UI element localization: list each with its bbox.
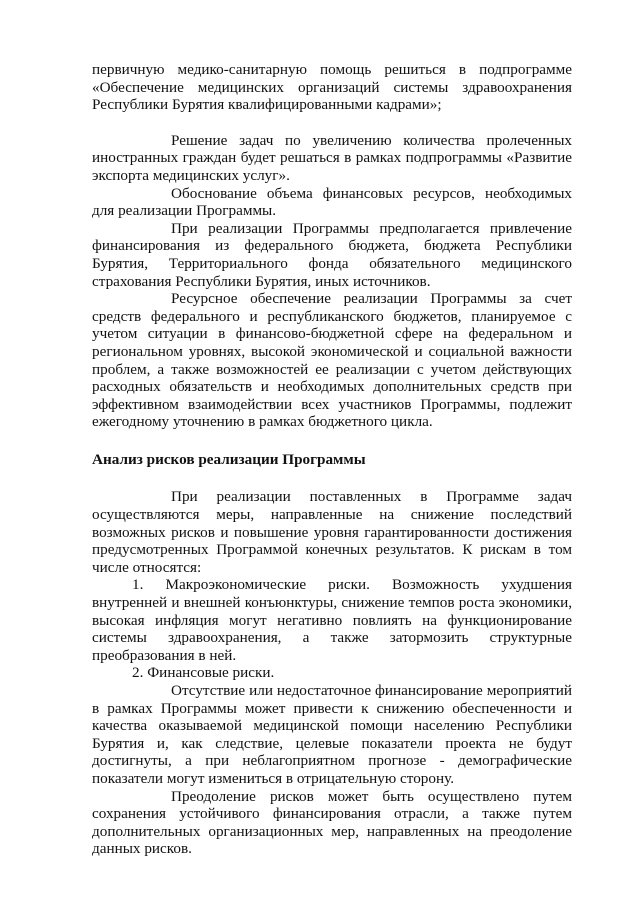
section-heading-risk-analysis: Анализ рисков реализации Программы <box>92 450 366 468</box>
paragraph-export-services: Решение задач по увеличению количества пролеченных иностранных граждан будет решаться в рамках подпрограммы «Развитие экспорта медицинских услуг». <box>92 131 572 184</box>
paragraph-continuation: первичную медико-санитарную помощь решиться в подпрограмме «Обеспечение медицинских организаций системы здравоохранения Республики Бурятия квалифицированными кадрами»; <box>92 61 572 114</box>
paragraph-financing-sources: При реализации Программы предполагается привлечение финансирования из федерального бюджета, бюджета Республики Бурятия, Территориального фонда обязательного медицинского страхования Республики Бурятия, иных источников. <box>92 219 572 290</box>
paragraph-resources-heading: Обоснование объема финансовых ресурсов, необходимых для реализации Программы. <box>92 184 572 220</box>
list-item-financial-risks: 2. Финансовые риски. <box>132 664 275 682</box>
paragraph-risk-intro: При реализации поставленных в Программе задач осуществляются меры, направленные на снижение последствий возможных рисков и повышение уровня гарантированности достижения предусмотренных Программой конечных результатов. К рискам в том числе относятся: <box>92 488 572 576</box>
paragraph-risk-mitigation: Преодоление рисков может быть осуществлено путем сохранения устойчивого финансирования отрасли, а также путем дополнительных организационных мер, направленных на преодоление данных рисков. <box>92 787 572 858</box>
paragraph-resource-support: Ресурсное обеспечение реализации Программы за счет средств федерального и республиканского бюджетов, планируемое с учетом ситуации в финансово-бюджетной сфере на федеральном и региональном уровнях, высокой экономической и социальной важности проблем, а также возможностей ее реализации с учетом действующих расходных обязательств и необходимых дополнительных средств при эффективном взаимодействии всех участников Программы, подлежит ежегодному уточнению в рамках бюджетного цикла. <box>92 290 572 431</box>
list-item-macroeconomic-risks: 1. Макроэкономические риски. Возможность ухудшения внутренней и внешней конъюнктуры, снижение темпов роста экономики, высокая инфляция могут негативно повлиять на функционирование системы здравоохранения, а также затормозить структурные преобразования в ней. <box>92 576 572 664</box>
paragraph-underfunding: Отсутствие или недостаточное финансирование мероприятий в рамках Программы может привести к снижению обеспеченности и качества оказываемой медицинской помощи населению Республики Бурятия и, как следствие, целевые показатели проекта не будут достигнуты, а при неблагоприятном прогнозе - демографические показатели могут измениться в отрицательную сторону. <box>92 682 572 787</box>
document-page <box>92 61 572 858</box>
